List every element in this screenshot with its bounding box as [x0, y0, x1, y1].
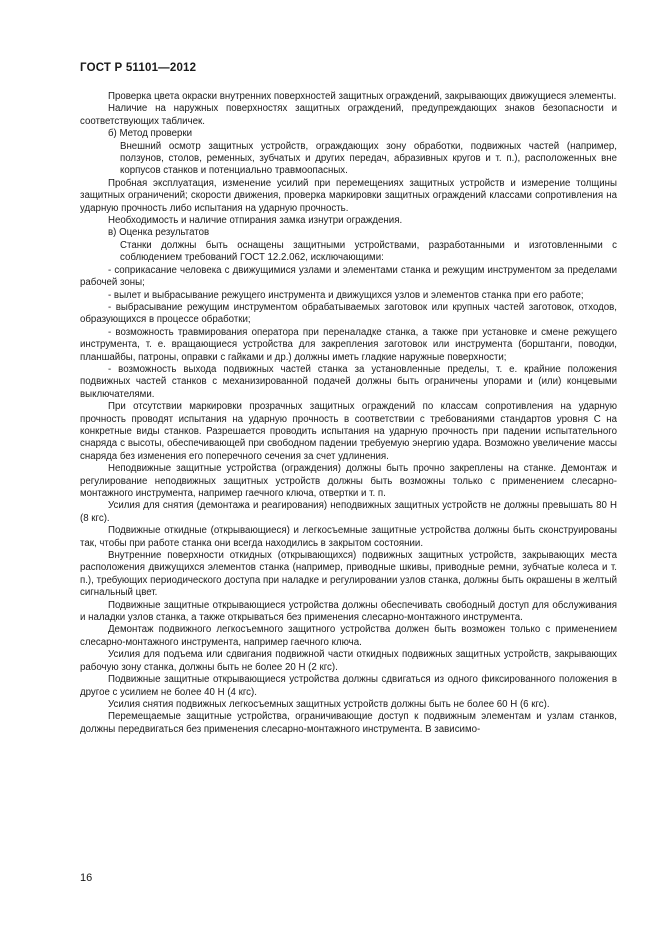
- paragraph: Перемещаемые защитные устройства, ограничивающие доступ к подвижным элементам и узлам станков, должны передвигаться без применения слесарно-монтажного инструмента. В зависимо-: [80, 711, 617, 735]
- paragraph: Необходимость и наличие отпирания замка изнутри ограждения.: [108, 215, 403, 227]
- paragraph: б) Метод проверки: [108, 128, 193, 140]
- paragraph: При отсутствии маркировки прозрачных защитных ограждений по классам сопротивления на ударную прочность проводят испытания на ударную прочность в соответствии с требованиями стандартов уровня С на конкретные виды станков. Разрешается проводить испытания на ударную прочность при падении испытательного снаряда с высоты, обеспечивающей при свободном падении требуемую энергию удара. Возможно увеличение массы снаряда без изменения его поперечного сечения за счет удлинения.: [80, 401, 617, 462]
- paragraph: - возможность травмирования оператора при переналадке станка, а также при установке и смене режущего инструмента, т. е. вращающиеся устройства для закрепления заготовок или инструмента (борштанги, поводки, планшайбы, патроны, оправки с гайками и др.) должны иметь гладкие наружные поверхности;: [80, 326, 617, 363]
- paragraph: Усилия для снятия (демонтажа и реагирования) неподвижных защитных устройств не должны превышать 80 Н (8 кгс).: [80, 500, 617, 524]
- paragraph: Наличие на наружных поверхностях защитных ограждений, предупреждающих знаков безопасности и соответствующих табличек.: [80, 103, 617, 127]
- paragraph: Пробная эксплуатация, изменение усилий при перемещениях защитных устройств и измерение толщины защитных ограничений; скорости движения, проверка маркировки защитных ограждений классами сопротивления на ударную прочность либо испытания на ударную прочность.: [80, 177, 617, 214]
- paragraph: - соприкасание человека с движущимися узлами и элементами станка и режущим инструментом за пределами рабочей зоны;: [80, 264, 617, 289]
- document-header: ГОСТ Р 51101—2012: [80, 62, 197, 74]
- document-body: [80, 91, 617, 736]
- paragraph: Демонтаж подвижного легкосъемного защитного устройства должен быть возможен только с применением слесарно-монтажного инструмента, например гаечного ключа.: [80, 624, 617, 648]
- paragraph: Внешний осмотр защитных устройств, ограждающих зону обработки, подвижных частей (например, ползунов, столов, ременных, зубчатых и других передач, абразивных кругов и т. п.), расположенных вне корпусов станков и потенциально травмоопасных.: [120, 140, 617, 177]
- paragraph: Внутренние поверхности откидных (открывающихся) подвижных защитных устройств, закрывающих места расположения движущихся элементов станка (например, приводные шкивы, приводные ремни, зубчатые колеса и т. п.), требующих периодического доступа при наладке и регулировании узлов станка, должны быть окрашены в желтый сигнальный цвет.: [80, 550, 617, 599]
- paragraph: Подвижные защитные открывающиеся устройства должны обеспечивать свободный доступ для обслуживания и наладки узлов станка, а также открываться без применения слесарно-монтажного инструмента.: [80, 599, 617, 624]
- paragraph: Усилия снятия подвижных легкосъемных защитных устройств должны быть не более 60 Н (6 кгс).: [108, 698, 550, 710]
- paragraph: Подвижные защитные открывающиеся устройства должны сдвигаться из одного фиксированного положения в другое с усилием не более 40 Н (4 кгс).: [80, 674, 617, 698]
- paragraph: - выбрасывание режущим инструментом обрабатываемых заготовок или крупных частей заготовок, отходов, образующихся в процессе обработки;: [80, 301, 617, 326]
- paragraph: - возможность выхода подвижных частей станка за установленные пределы, т. е. крайние положения подвижных частей станков с механизированной подачей должны быть ограничены упорами и (или) концевыми выключателями.: [80, 363, 617, 400]
- page-number: 16: [80, 872, 93, 884]
- paragraph: в) Оценка результатов: [108, 227, 210, 239]
- paragraph: Подвижные откидные (открывающиеся) и легкосъемные защитные устройства должны быть сконструированы так, чтобы при работе станка они всегда находились в закрытом состоянии.: [80, 525, 617, 549]
- paragraph: Усилия для подъема или сдвигания подвижной части откидных подвижных защитных устройств, закрывающих рабочую зону станка, должны быть не более 20 Н (2 кгс).: [80, 649, 617, 673]
- paragraph: Проверка цвета окраски внутренних поверхностей защитных ограждений, закрывающих движущиеся элементы.: [108, 91, 617, 102]
- paragraph: Неподвижные защитные устройства (ограждения) должны быть прочно закреплены на станке. Демонтаж и регулирование неподвижных защитных устройств должны быть возможны только с применением слесарно-монтажного инструмента, например гаечного ключа, отвертки и т. п.: [80, 463, 617, 499]
- paragraph: Станки должны быть оснащены защитными устройствами, разработанными и изготовленными с соблюдением требований ГОСТ 12.2.062, исключающими:: [120, 239, 617, 264]
- paragraph: - вылет и выбрасывание режущего инструмента и движущихся узлов и элементов станка при его работе;: [108, 289, 584, 301]
